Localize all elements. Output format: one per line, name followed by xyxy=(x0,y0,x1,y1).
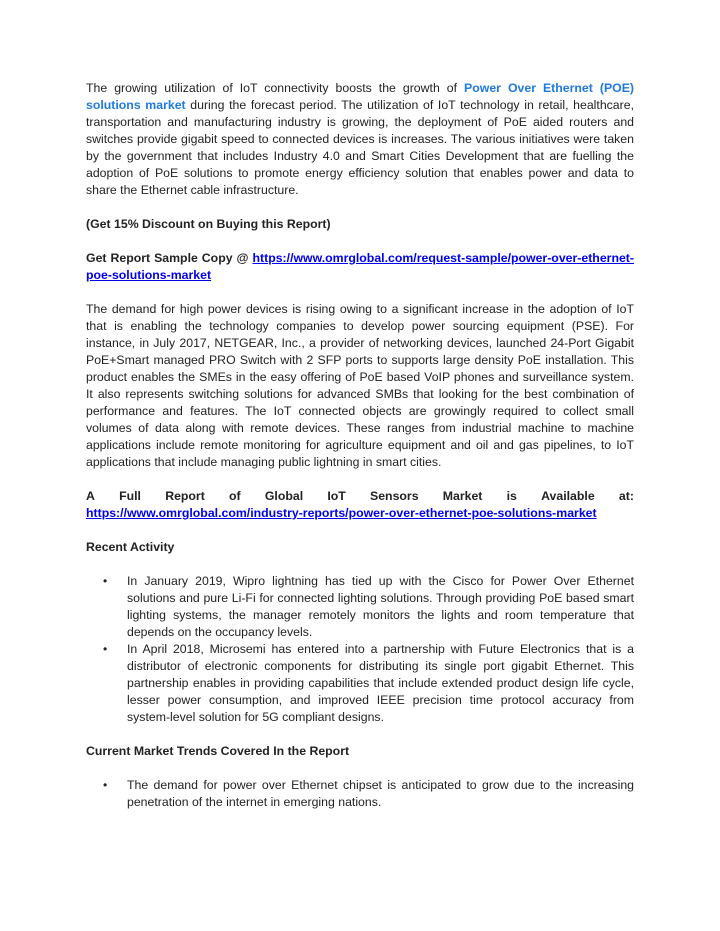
recent-activity-heading: Recent Activity xyxy=(86,540,175,554)
sample-link[interactable]: https://www.omrglobal.com/request-sample/power-over-ethernet-poe-solutions-market xyxy=(86,251,634,282)
trends-heading: Current Market Trends Covered In the Report xyxy=(86,744,350,758)
bullet-icon: • xyxy=(103,574,108,588)
intro-text-end: during the forecast period. The utilization of IoT technology in retail, healthcare, transportation and manufacturing industry is growing, the deployment of PoE aided routers and switches provide gigabit speed to connected devices is increases. The various initiatives were taken by the government that includes Industry 4.0 and Smart Cities Development that are fuelling the adoption of PoE solutions to promote energy efficiency solution that enables power and data to share the Ethernet cable infrastructure. xyxy=(86,98,634,197)
intro-paragraph xyxy=(86,80,634,199)
full-report-word: Available xyxy=(541,489,595,503)
list-item xyxy=(86,641,634,726)
sample-line xyxy=(86,250,634,284)
bullet-icon: • xyxy=(103,642,108,656)
full-report-word: Report xyxy=(165,489,205,503)
list-item-text: In January 2019, Wipro lightning has tied up with the Cisco for Power Over Ethernet solutions and pure Li-Fi for connected lighting solutions. Through providing PoE based smart lighting systems, the manager remotely monitors the lights and room temperature that depends on the occupancy levels. xyxy=(127,574,634,639)
list-item xyxy=(86,777,634,811)
recent-activity-list xyxy=(86,573,634,726)
full-report-word: A xyxy=(86,489,95,503)
full-report-word: Market xyxy=(442,489,483,503)
full-report-line xyxy=(86,488,634,505)
bullet-icon: • xyxy=(103,778,108,792)
list-item-text: The demand for power over Ethernet chipset is anticipated to grow due to the increasing penetration of the internet in emerging nations. xyxy=(127,778,634,809)
list-item-text: In April 2018, Microsemi has entered into a partnership with Future Electronics that is a distributor of electronic components for distributing its single port gigabit Ethernet. This partnership enables in providing capabilities that include extended product design life cycle, lesser power consumption, and improved IEEE precision time protocol accuracy from system-level solution for 5G compliant designs. xyxy=(127,642,634,724)
full-report-word: IoT xyxy=(327,489,346,503)
full-report-word: of xyxy=(229,489,241,503)
full-report-word: at: xyxy=(618,489,634,503)
trends-list xyxy=(86,777,634,811)
demand-paragraph: The demand for high power devices is rising owing to a significant increase in the adoption of IoT that is enabling the technology companies to develop power sourcing equipment (PSE). For instance, in July 2017, NETGEAR, Inc., a provider of networking devices, launched 24-Port Gigabit PoE+Smart managed PRO Switch with 2 SFP ports to supports large density PoE installation. This product enables the SMEs in the easy offering of PoE based VoIP phones and surveillance system. It also represents switching solutions for advanced SMBs that looking for the best combination of performance and features. The IoT connected objects are growingly required to collect small volumes of data along with remote devices. These ranges from industrial machine to machine applications include remote monitoring for agriculture equipment and oil and gas pipelines, to IoT applications that include managing public lightning in smart cities. xyxy=(86,302,634,469)
full-report-word: Global xyxy=(264,489,304,503)
list-item xyxy=(86,573,634,641)
document-body xyxy=(86,80,634,811)
full-report-word: Full xyxy=(119,489,141,503)
market-highlight: Power Over Ethernet (POE) solutions market xyxy=(86,81,635,112)
intro-text-start: The growing utilization of IoT connectivity boosts the growth of xyxy=(86,81,465,95)
full-report-word: Sensors xyxy=(370,489,419,503)
discount-line: (Get 15% Discount on Buying this Report) xyxy=(86,217,331,231)
full-report-link[interactable]: https://www.omrglobal.com/industry-reports/power-over-ethernet-poe-solutions-market xyxy=(86,506,597,520)
sample-label: Get Report Sample Copy @ xyxy=(86,251,253,265)
full-report-word: is xyxy=(506,489,517,503)
